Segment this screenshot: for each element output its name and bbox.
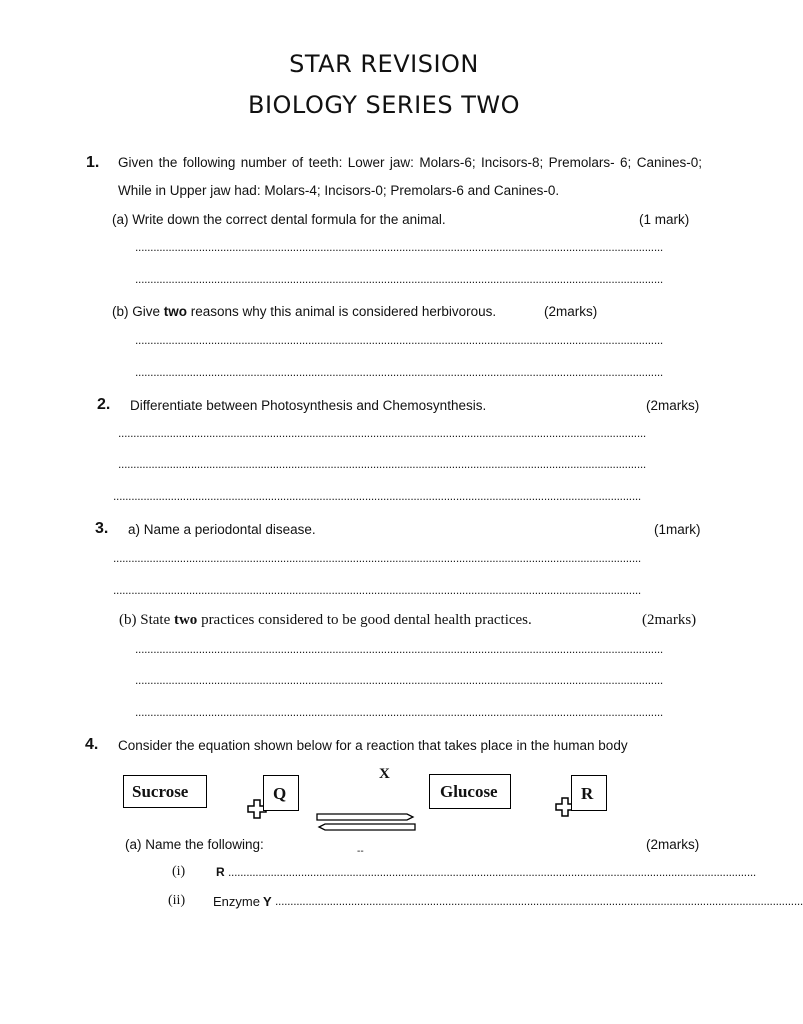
question-3b-suffix: practices considered to be good dental health practices.	[197, 612, 532, 628]
question-1-stem-line-1: Given the following number of teeth: Lower jaw: Molars-6; Incisors-8; Premolars- 6; Canines-0;	[118, 155, 702, 170]
question-4-text: Consider the equation shown below for a reaction that takes place in the human body	[118, 738, 628, 753]
question-3b-emphasis: two	[173, 612, 198, 628]
equation-below-label: --	[357, 846, 364, 857]
question-4a-ii-label: (ii)	[168, 893, 186, 908]
answer-line[interactable]: ..............................................................................................................................................................................	[275, 894, 803, 908]
question-2-marks: (2marks)	[646, 398, 700, 413]
question-2-number: 2.	[97, 396, 111, 413]
answer-line[interactable]: ..............................................................................................................................................................................	[113, 583, 641, 597]
answer-line[interactable]: ..............................................................................................................................................................................	[118, 426, 646, 440]
question-4a-ii-letter: Y	[263, 894, 272, 909]
question-1b-emphasis: two	[163, 304, 188, 319]
question-1a-marks: (1 mark)	[639, 212, 690, 227]
question-1-stem-line-2: While in Upper jaw had: Molars-4; Incisors-0; Premolars-6 and Canines-0.	[118, 183, 560, 198]
question-1-number: 1.	[86, 154, 100, 171]
equation-q-box: Q	[263, 775, 299, 811]
question-3a-text: a) Name a periodontal disease.	[128, 522, 316, 537]
equation-r-box: R	[571, 775, 607, 811]
page-subtitle: BIOLOGY SERIES TWO	[248, 91, 520, 119]
question-1a-text: (a) Write down the correct dental formula for the animal.	[112, 212, 446, 227]
equation-x-label: X	[379, 766, 390, 782]
question-4a-marks: (2marks)	[646, 837, 700, 852]
answer-line[interactable]: ..............................................................................................................................................................................	[135, 642, 663, 656]
answer-line[interactable]: ..............................................................................................................................................................................	[135, 365, 663, 379]
equation-sucrose-box: Sucrose	[123, 775, 207, 808]
question-4a-i-letter: R	[216, 865, 225, 879]
question-3b-text	[119, 612, 532, 629]
question-4a-ii-prefix: Enzyme	[213, 894, 260, 909]
answer-line[interactable]: ..............................................................................................................................................................................	[118, 457, 646, 471]
question-3a-marks: (1mark)	[654, 522, 701, 537]
question-1b-suffix: reasons why this animal is considered herbivorous.	[187, 304, 497, 319]
answer-line[interactable]: ..............................................................................................................................................................................	[135, 705, 663, 719]
question-1b-prefix: (b) Give	[112, 304, 164, 319]
answer-line[interactable]: ..............................................................................................................................................................................	[228, 865, 756, 879]
question-4a-i-label: (i)	[172, 864, 186, 879]
question-3b-marks: (2marks)	[642, 612, 697, 628]
reversible-arrow-icon	[315, 811, 417, 838]
answer-line[interactable]: ..............................................................................................................................................................................	[135, 673, 663, 687]
page-title: STAR REVISION	[289, 50, 479, 78]
answer-line[interactable]: ..............................................................................................................................................................................	[135, 272, 663, 286]
answer-line[interactable]: ..............................................................................................................................................................................	[135, 240, 663, 254]
question-3b-prefix: (b) State	[119, 612, 174, 628]
question-4a-text: (a) Name the following:	[125, 837, 264, 852]
equation-glucose-box: Glucose	[429, 774, 511, 809]
question-3-number: 3.	[95, 520, 109, 537]
question-1b-marks: (2marks)	[544, 304, 598, 319]
question-4-number: 4.	[85, 736, 99, 753]
question-2-text: Differentiate between Photosynthesis and Chemosynthesis.	[130, 398, 487, 413]
answer-line[interactable]: ..............................................................................................................................................................................	[113, 551, 641, 565]
question-1b-text	[112, 304, 496, 319]
answer-line[interactable]: ..............................................................................................................................................................................	[135, 333, 663, 347]
answer-line[interactable]: ..............................................................................................................................................................................	[113, 489, 641, 503]
